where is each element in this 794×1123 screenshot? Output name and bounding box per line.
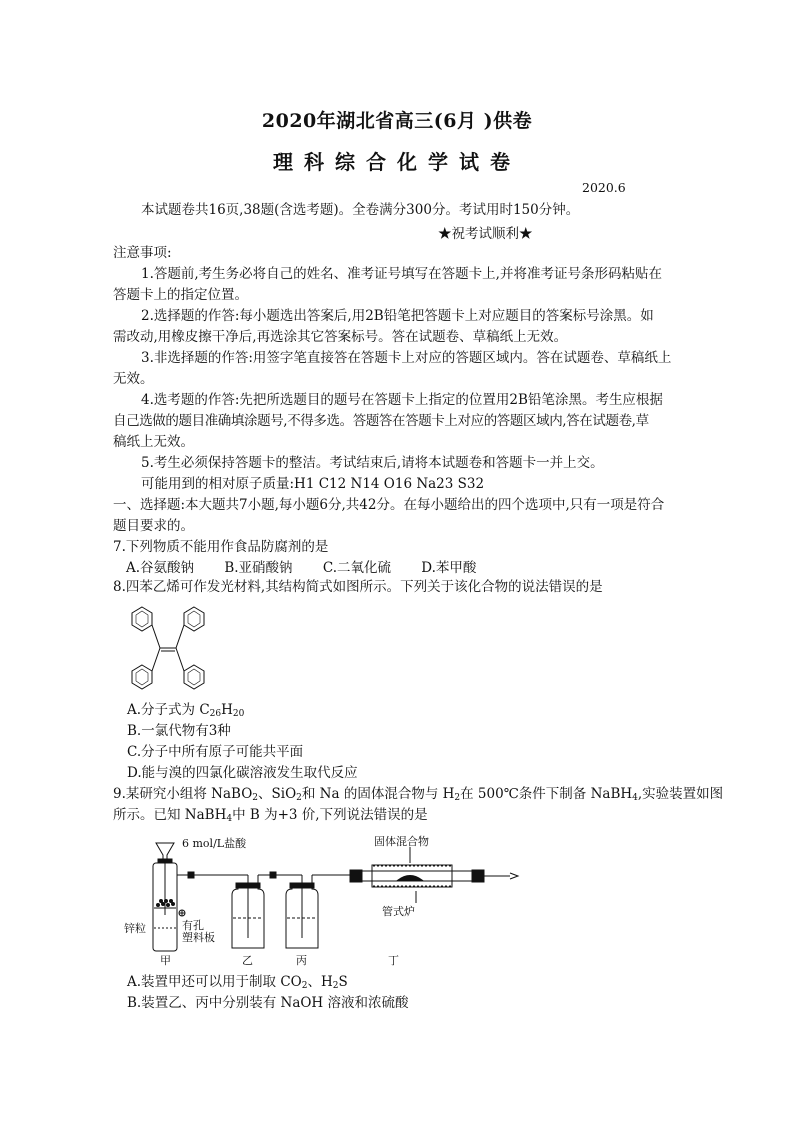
tetraphenylethylene-structure [120,603,220,693]
phenyl-ring [184,665,204,689]
notice-line: 3.非选择题的作答:用签字笔直接答在答题卡上对应的答题区域内。答在试题卷、草稿纸上 [141,350,672,366]
notice-line: 稿纸上无效。 [113,434,194,450]
solid-mixture [398,876,422,881]
exhaust-tip [510,873,518,879]
phenyl-ring [184,607,204,631]
bond [176,625,184,648]
question-8-option-b: B.一氯代物有3种 [127,723,231,739]
question-9-option-b: B.装置乙、丙中分别装有 NaOH 溶液和浓硫酸 [127,995,409,1011]
option-c: C.二氧化硫 [322,560,391,576]
apparatus-label-jia: 甲 [160,954,171,967]
plate-label-2: 塑料板 [182,931,215,944]
notice-line: 无效。 [113,371,154,387]
blessing: ★祝考试顺利★ [438,226,533,242]
notice-line: 4.选考题的作答:先把所选题目的题号在答题卡上指定的位置用2B铅笔涂黑。考生应根据 [141,392,663,408]
bottle-stopper [290,883,314,888]
phenyl-ring [132,607,152,631]
question-8-option-a: A.分子式为 $C_{26}H_{20}$ [127,702,245,719]
question-7-stem: 7.下列物质不能用作食品防腐剂的是 [113,539,329,555]
option-b: B.亚硝酸钠 [224,560,293,576]
notice-line: 2.选择题的作答:每小题选出答案后,用2B铅笔把答题卡上对应题目的答案标号涂黑。如 [141,308,654,324]
question-8-option-c: C.分子中所有原子可能共平面 [127,744,304,760]
notice-line: 答题卡上的指定位置。 [113,287,248,303]
notice-line: 5.考生必须保持答题卡的整洁。考试结束后,请将本试题卷和答题卡一并上交。 [141,455,604,471]
zinc-label: 锌粒 [124,922,146,935]
atomic-mass-line: 可能用到的相对原子质量:H1 C12 N14 O16 Na23 S32 [141,476,485,492]
phenyl-ring-inner [136,611,148,627]
question-8-stem: 8.四苯乙烯可作发光材料,其结构简式如图所示。下列关于该化合物的说法错误的是 [113,579,603,595]
phenyl-ring-inner [188,669,200,685]
exam-title: 2020年湖北省高三(6月 )供卷 [261,110,533,132]
tube-end-cap [350,870,362,882]
dropping-funnel [156,843,174,859]
furnace-label: 管式炉 [382,905,415,918]
question-8-option-d: D.能与溴的四氯化碳溶液发生取代反应 [127,765,358,781]
exam-date: 2020.6 [582,180,626,195]
clamp [188,872,194,878]
apparatus-label-bing: 丙 [296,954,307,967]
solid-mixture-label: 固体混合物 [374,835,429,848]
question-9-stem-cont: 所示。已知 NaBH$_4$中 B 为+3 价,下列说法错误的是 [113,807,428,824]
question-9-stem: 9.某研究小组将 NaBO$_2$、SiO$_2$和 Na 的固体混合物与 $H_2$在 500℃条件下制备 NaBH$_4$,实验装置如图 [113,786,724,803]
notice-line: 1.答题前,考生务必将自己的姓名、准考证号填写在答题卡上,并将准考证号条形码粘贴在 [141,266,662,282]
notice-heading: 注意事项: [113,245,172,261]
section-heading-cont: 题目要求的。 [113,518,194,534]
notice-line: 自己选做的题目准确填涂题号,不得多选。答题答在答题卡上对应的答题区域内,答在试题卷,草 [113,413,649,429]
question-7-options [126,556,502,576]
apparatus-label-yi: 乙 [242,954,253,967]
exam-subtitle: 理科综合化学试卷 [273,150,521,174]
acid-label: 6 mol/L盐酸 [182,837,247,850]
phenyl-ring-inner [136,669,148,685]
notice-line: 需改动,用橡皮擦干净后,再选涂其它答案标号。答在试题卷、草稿纸上无效。 [113,329,568,345]
bond [152,648,160,671]
option-a: A.谷氨酸钠 [126,560,195,576]
section-heading: 一、选择题:本大题共7小题,每小题6分,共42分。在每小题给出的四个选项中,只有一项是符合 [113,497,665,513]
bottle-stopper [236,883,260,888]
question-9-option-a: A.装置甲还可以用于制取 $CO_2$、$H_2S$ [127,974,348,991]
phenyl-ring-inner [188,611,200,627]
option-d: D.苯甲酸 [421,560,477,576]
plate-label-1: 有孔 [182,919,204,932]
tube-end-cap [472,870,484,882]
bond [176,648,184,671]
exam-intro: 本试题卷共16页,38题(含选考题)。全卷满分300分。考试用时150分钟。 [141,202,580,218]
stopper [158,859,172,863]
bond [152,625,160,648]
phenyl-ring [132,665,152,689]
apparatus-label-ding: 丁 [388,954,399,967]
apparatus-figure [120,833,520,968]
